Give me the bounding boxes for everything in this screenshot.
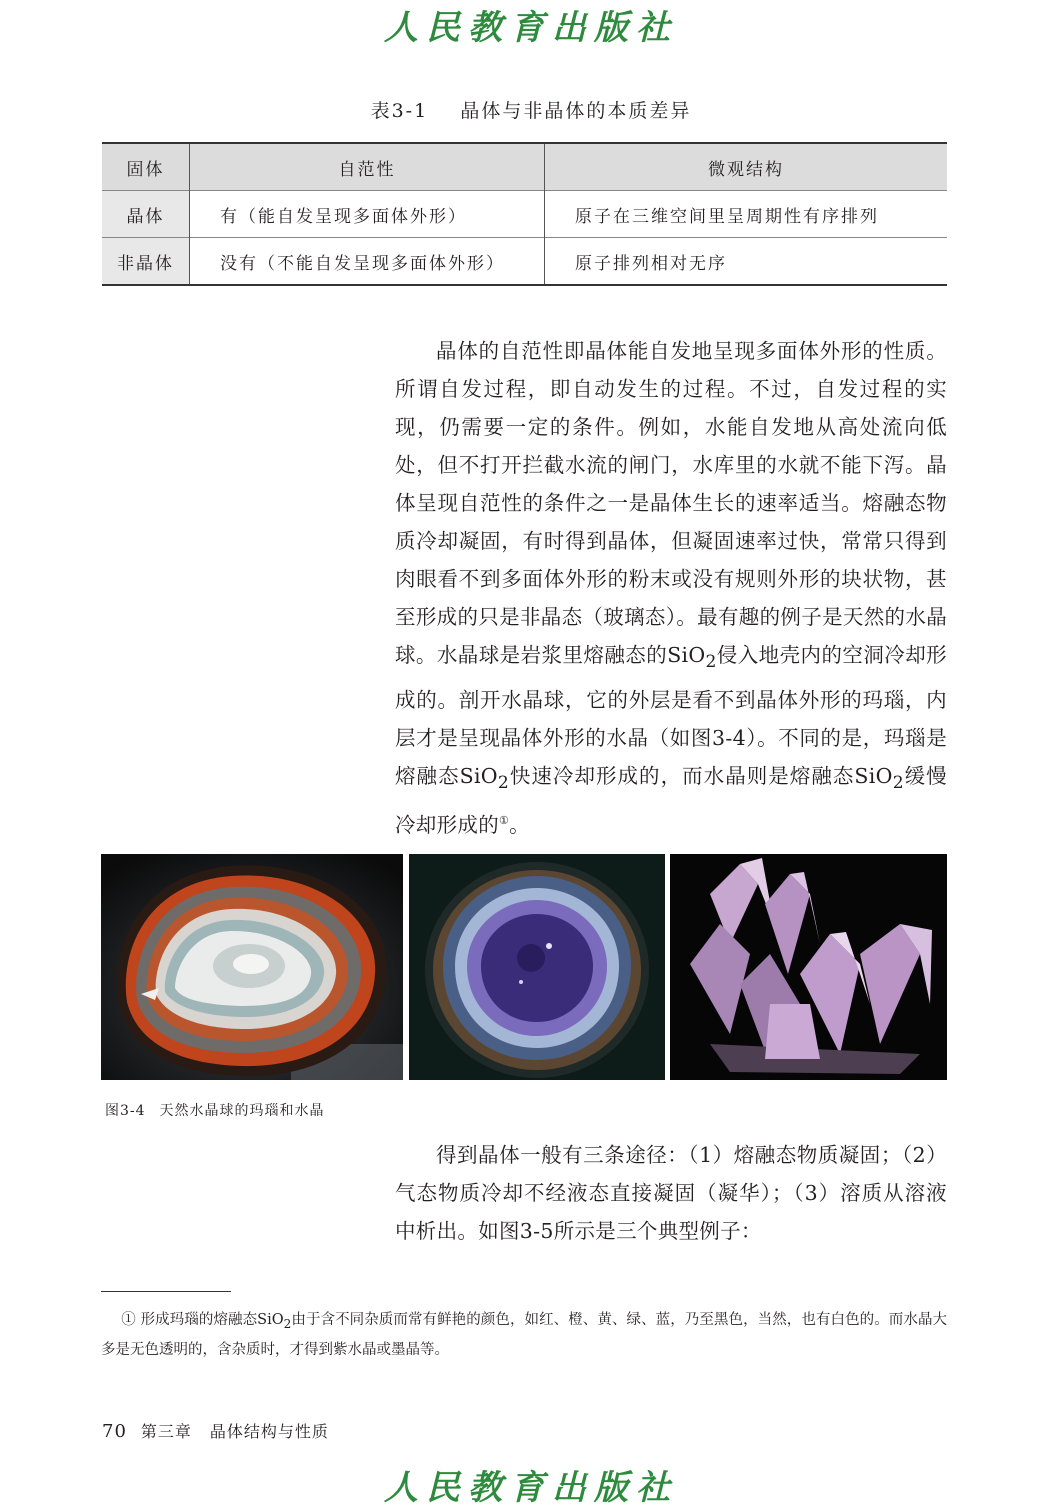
- footnote-reference[interactable]: ①: [499, 814, 510, 828]
- sio2-formula: SiO$_2$: [459, 764, 510, 794]
- header-self-shaping: 自范性: [190, 143, 545, 191]
- table-number: 表3-1: [370, 100, 429, 122]
- body-paragraph-1: 晶体的自范性即晶体能自发地呈现多面体外形的性质。所谓自发过程，即自动发生的过程。不过，自发过程的实现，仍需要一定的条件。例如，水能自发地从高处流向低处，但不打开拦截水流的闸门，水库里的水就不能下泻。晶体呈现自范性的条件之一是晶体生长的速率适当。熔融态物质冷却凝固，有时得到晶体，但凝固速率过快，常常只得到肉眼看不到多面体外形的粉末或没有规则外形的块状物，甚至形成的只是非晶态（玻璃态）。最有趣的例子是天然的水晶球。水晶球是岩浆里熔融态的SiO$_2$侵入地壳内的空洞冷却形成的。剖开水晶球，它的外层是看不到晶体外形的玛瑙，内层才是呈现晶体外形的水晶（如图3-4）。不同的是，玛瑙是熔融态SiO$_2$快速冷却形成的，而水晶则是熔融态SiO$_2$缓慢冷却形成的①。: [395, 339, 947, 838]
- table-cell: 有（能自发呈现多面体外形）: [190, 191, 545, 238]
- table-cell: 没有（不能自发呈现多面体外形）: [190, 238, 545, 286]
- table-row: [102, 238, 947, 286]
- agate-slice-image: [101, 854, 403, 1080]
- para1-text-a: 晶体的自范性即晶体能自发地呈现多面体外形的性质。所谓自发过程，即自动发生的过程。不过，自发过程的实现，仍需要一定的条件。例如，水能自发地从高处流向低处，但不打开拦截水流的闸门，水库里的水就不能下泻。晶体呈现自范性的条件之一是晶体生长的速率适当。熔融态物质冷却凝固，有时得到晶体，但凝固速率过快，常常只得到肉眼看不到多面体外形的粉末或没有规则外形的块状物，甚至形成的只是非晶态（玻璃态）。最有趣的例子是天然的水晶球。水晶球是岩浆里熔融态的: [395, 339, 947, 667]
- chapter-label: 第三章: [140, 1422, 192, 1441]
- para1-text-c: 快速冷却形成的，而水晶则是熔融态: [509, 764, 855, 789]
- page-footer: [102, 1419, 329, 1442]
- table-cell: 晶体: [102, 191, 190, 238]
- para1-text-b: 侵入地壳内的空洞冷却形成的。剖开水晶球，它的外层是看不到晶体外形的玛瑙，内层才是呈现晶体外形的水晶（如图3-4）。不同的是，玛瑙是熔融态: [395, 643, 947, 789]
- footnote-mark: ①: [121, 1312, 136, 1328]
- amethyst-crystal-image: [670, 854, 947, 1080]
- footnote: ① 形成玛瑙的熔融态SiO$_2$由于含不同杂质而常有鲜艳的颜色，如红、橙、黄、绿、蓝，乃至黑色，当然，也有白色的。而水晶大多是无色透明的，含杂质时，才得到紫水晶或墨晶等。: [101, 1312, 948, 1358]
- table-cell: 原子排列相对无序: [545, 238, 948, 286]
- figure-caption: [105, 1100, 325, 1120]
- sio2-formula: SiO$_2$: [667, 643, 717, 673]
- header-microstructure: 微观结构: [545, 143, 948, 191]
- figure-number: 图3-4: [105, 1103, 146, 1119]
- figure-3-4-photos: [101, 854, 947, 1080]
- publisher-watermark-bottom: 人民教育出版社: [384, 1468, 678, 1508]
- table-row: [102, 191, 947, 238]
- page-number: 70: [102, 1421, 127, 1442]
- table-title: 晶体与非晶体的本质差异: [460, 100, 692, 122]
- header-solid: 固体: [102, 143, 190, 191]
- sio2-formula: SiO$_2$: [257, 1312, 292, 1331]
- table-caption: [0, 96, 1062, 123]
- publisher-watermark-top: 人民教育出版社: [384, 8, 678, 48]
- footnote-divider: [101, 1291, 231, 1292]
- crystal-geode-image: [409, 854, 665, 1080]
- table-cell: 非晶体: [102, 238, 190, 286]
- crystal-comparison-table: [102, 142, 947, 286]
- table-cell: 原子在三维空间里呈周期性有序排列: [545, 191, 948, 238]
- body-paragraph-2: 得到晶体一般有三条途径：（1）熔融态物质凝固；（2）气态物质冷却不经液态直接凝固（凝华）；（3）溶质从溶液中析出。如图3-5所示是三个典型例子：: [395, 1143, 947, 1243]
- table-header-row: [102, 143, 947, 191]
- figure-title: 天然水晶球的玛瑙和水晶: [159, 1103, 325, 1119]
- chapter-title: 晶体结构与性质: [209, 1422, 329, 1441]
- para1-text-d: 缓慢冷却形成的: [395, 764, 947, 838]
- sio2-formula: SiO$_2$: [854, 764, 904, 794]
